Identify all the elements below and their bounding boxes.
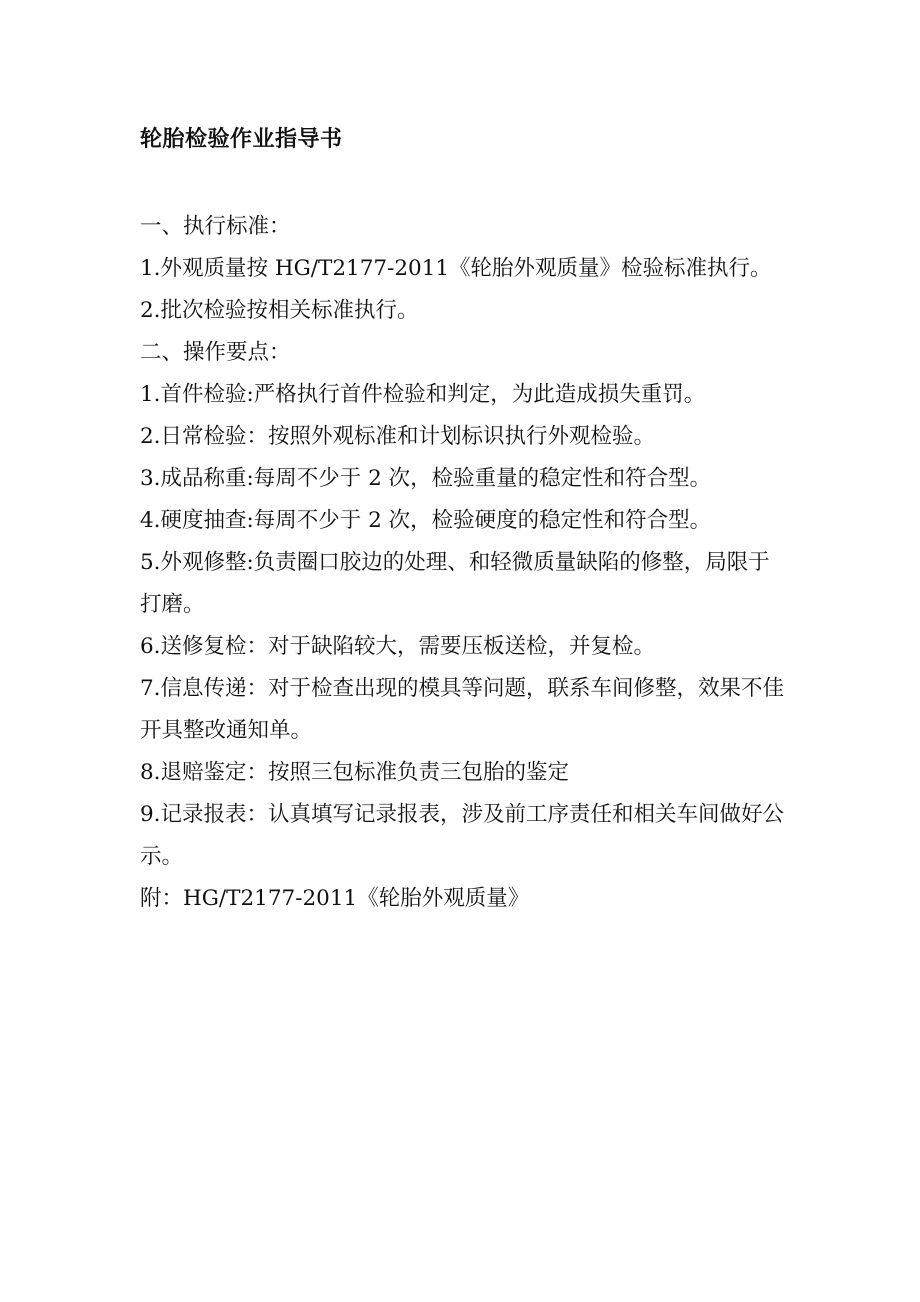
paragraph-standard-2: 2.批次检验按相关标准执行。 (140, 298, 419, 323)
paragraph-point-9: 9.记录报表：认真填写记录报表，涉及前工序责任和相关车间做好公示。 (140, 802, 785, 869)
paragraph-standard-1: 1.外观质量按 HG/T2177-2011《轮胎外观质量》检验标准执行。 (140, 256, 772, 281)
paragraph-point-8: 8.退赔鉴定：按照三包标准负责三包胎的鉴定 (140, 760, 570, 785)
paragraph-point-5: 5.外观修整:负责圈口胶边的处理、和轻微质量缺陷的修整，局限于打磨。 (140, 550, 770, 617)
section-heading-standards: 一、执行标准： (140, 214, 291, 239)
document-title: 轮胎检验作业指导书 (140, 126, 343, 152)
paragraph-point-3: 3.成品称重:每周不少于 2 次，检验重量的稳定性和符合型。 (140, 466, 712, 491)
paragraph-point-7: 7.信息传递：对于检查出现的模具等问题，联系车间修整，效果不佳开具整改通知单。 (140, 676, 785, 743)
paragraph-point-1: 1.首件检验:严格执行首件检验和判定，为此造成损失重罚。 (140, 382, 706, 407)
paragraph-point-6: 6.送修复检：对于缺陷较大，需要压板送检，并复检。 (140, 634, 656, 659)
section-heading-key-points: 二、操作要点： (140, 340, 291, 365)
paragraph-appendix: 附：HG/T2177-2011《轮胎外观质量》 (140, 886, 530, 911)
document-body (140, 206, 785, 920)
paragraph-point-2: 2.日常检验：按照外观标准和计划标识执行外观检验。 (140, 424, 656, 449)
paragraph-point-4: 4.硬度抽查:每周不少于 2 次，检验硬度的稳定性和符合型。 (140, 508, 712, 533)
